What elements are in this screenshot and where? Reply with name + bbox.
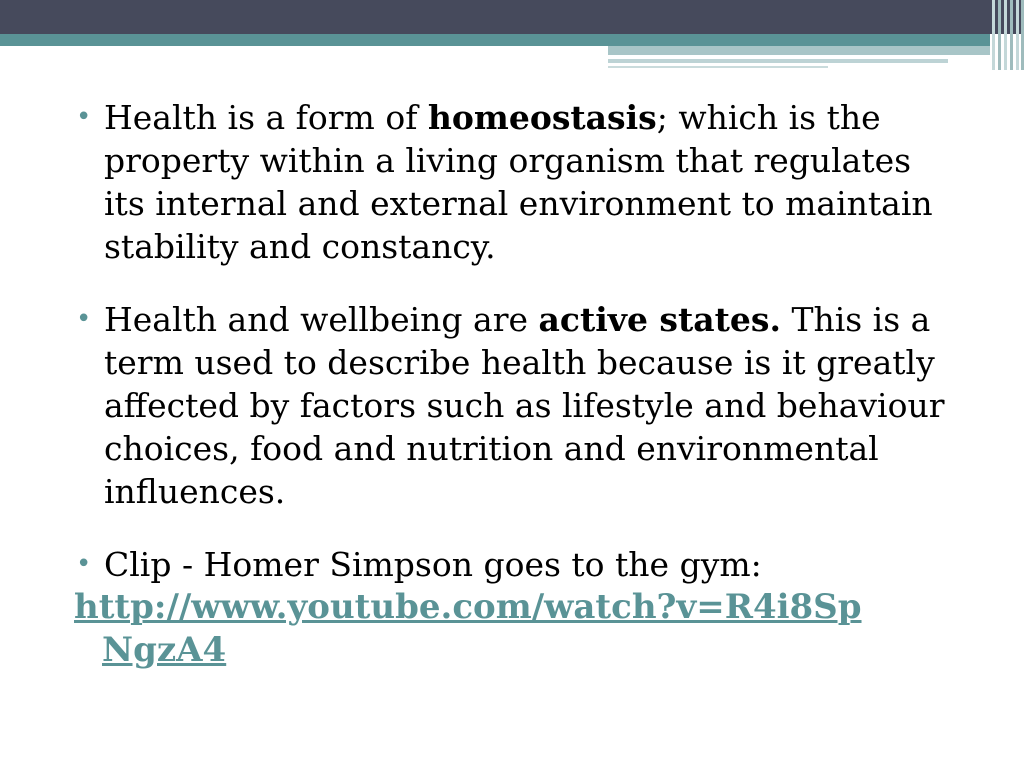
bullet-icon: •: [76, 549, 92, 579]
header-accent-band: [0, 34, 990, 46]
bullet-homeostasis: [0, 96, 1024, 268]
bullet-icon: •: [76, 304, 92, 334]
bullet-icon: •: [76, 102, 92, 132]
bullet-text-bold: homeostasis: [427, 98, 657, 137]
bullet-clip: [0, 543, 1024, 586]
header-stripe: [1004, 0, 1007, 70]
youtube-link-line2[interactable]: NgzA4: [102, 630, 227, 670]
bullet-text: Clip - Homer Simpson goes to the gym:: [104, 545, 762, 584]
header-stripe: [998, 0, 1001, 70]
bullet-text-post: This is a term used to describe health because is it greatly affected by factors such as lifestyle and behaviour choices, food and nutrition and environmental influences.: [104, 300, 945, 511]
header-thin-line: [608, 66, 828, 68]
bullet-text-bold: active states.: [538, 300, 781, 339]
header-stripe: [1010, 0, 1013, 70]
bullet-text-post: ; which is the property within a living organism that regulates its internal and external environment to maintain stability and constancy.: [104, 98, 933, 266]
header-light-line: [608, 59, 948, 63]
bullet-text-pre: Health is a form of: [104, 98, 428, 137]
header-light-band: [608, 46, 990, 55]
header-bar: [0, 0, 1024, 34]
bullet-active-states: [0, 298, 1024, 513]
header-stripe: [992, 0, 995, 70]
slide-body: [0, 96, 1024, 672]
bullet-text-pre: Health and wellbeing are: [104, 300, 539, 339]
youtube-link-line1[interactable]: http://www.youtube.com/watch?v=R4i8Sp: [74, 587, 862, 627]
youtube-link[interactable]: [0, 586, 1024, 672]
header-stripe: [1016, 0, 1019, 70]
